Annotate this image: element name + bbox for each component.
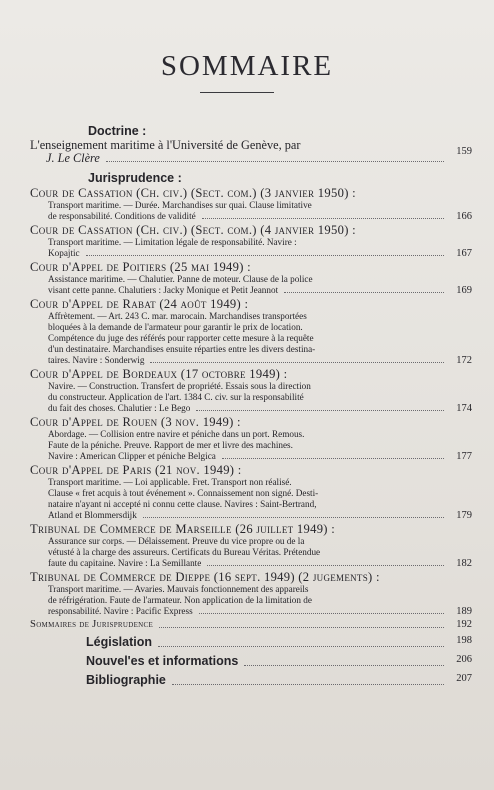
entry-summary-line: du constructeur. Application de l'art. 1384 C. civ. sur la responsabilité — [48, 392, 304, 402]
title-rule — [200, 92, 274, 93]
entry-summary-line: d'un destinataire. Marchandises ensuite réparties entre les divers destina- — [48, 344, 316, 354]
entry-page-number: 169 — [456, 285, 472, 296]
toc-entry — [30, 570, 472, 617]
toc-entry — [30, 186, 472, 222]
section-nouvelles: Nouvel'es et informations — [86, 654, 239, 668]
entry-summary-line: Navire. — Construction. Transfert de propriété. Essais sous la direction — [48, 381, 311, 391]
entry-summary-line: Transport maritime. — Loi applicable. Fret. Transport non réalisé. — [48, 477, 292, 487]
section-legislation: Législation — [86, 635, 152, 649]
entry-page-number: 172 — [456, 355, 472, 366]
entry-page-number: 174 — [456, 403, 472, 414]
doctrine-author: J. Le Clère — [46, 151, 100, 165]
entry-summary-line: nataire n'ayant ni accepté ni connu cette clause. Navires : Saint-Bertrand, — [48, 499, 317, 509]
entry-summary-line — [48, 403, 450, 414]
entry-summary-line: Assurance sur corps. — Délaissement. Preuve du vice propre ou de la — [48, 536, 305, 546]
jurisprudence-list — [30, 186, 472, 617]
toc-entry — [30, 223, 472, 259]
entry-summary-line — [48, 211, 450, 222]
court-heading: Cour d'Appel de Poitiers (25 mai 1949) : — [30, 260, 251, 274]
entry-summary-line — [48, 248, 450, 259]
bibliographie-entry — [30, 671, 472, 688]
entry-summary-line — [48, 510, 450, 521]
entry-summary-line: Affrètement. — Art. 243 C. mar. marocain. Marchandises transportées — [48, 311, 307, 321]
entry-summary-line — [48, 558, 450, 569]
court-heading: Tribunal de Commerce de Marseille (26 juillet 1949) : — [30, 522, 336, 536]
toc-entry — [30, 522, 472, 569]
section-doctrine: Doctrine : — [88, 124, 147, 138]
entry-summary-text: Kopajtic — [48, 248, 80, 258]
sommaires-label: Sommaires de Jurisprudence — [30, 619, 154, 630]
section-bibliographie: Bibliographie — [86, 673, 166, 687]
entry-summary-line — [48, 606, 450, 617]
legislation-page: 198 — [456, 635, 472, 646]
entry-summary-text: Atland et Blommersdijk — [48, 510, 137, 520]
entry-page-number: 167 — [456, 248, 472, 259]
entry-summary-line — [48, 355, 450, 366]
toc-entry — [30, 463, 472, 521]
entry-summary-text: taires. Navire : Sonderwig — [48, 355, 145, 365]
page-title: SOMMAIRE — [160, 50, 334, 82]
entry-summary-line: bloquées à la demande de l'armateur pour garantir le prix de location. — [48, 322, 303, 332]
entry-summary-line: Assistance maritime. — Chalutier. Panne de moteur. Clause de la police — [48, 274, 313, 284]
court-heading: Cour de Cassation (Ch. civ.) (Sect. com.) (3 janvier 1950) : — [30, 186, 356, 200]
entry-summary-text: Navire : American Clipper et péniche Belgica — [48, 451, 216, 461]
entry-summary-text: du fait des choses. Chalutier : Le Bego — [48, 403, 191, 413]
entry-page-number: 189 — [456, 606, 472, 617]
bibliographie-page: 207 — [456, 673, 472, 684]
court-heading: Cour d'Appel de Rouen (3 nov. 1949) : — [30, 415, 241, 429]
entry-summary-line: Compétence du juge des référés pour rapporter cette mesure à la requête — [48, 333, 314, 343]
entry-summary-line: Faute de la péniche. Preuve. Rapport de mer et livre des machines. — [48, 440, 293, 450]
sommaires-page: 192 — [456, 619, 472, 630]
entry-page-number: 177 — [456, 451, 472, 462]
entry-summary-line: de réfrigération. Faute de l'armateur. Non application de la limitation de — [48, 595, 312, 605]
doctrine-entry — [30, 138, 472, 165]
entry-summary-line: Abordage. — Collision entre navire et péniche dans un port. Remous. — [48, 429, 305, 439]
entry-summary-line: Transport maritime. — Limitation légale de responsabilité. Navire : — [48, 237, 297, 247]
entry-summary-line: Transport maritime. — Durée. Marchandises sur quai. Clause limitative — [48, 200, 312, 210]
court-heading: Cour d'Appel de Bordeaux (17 octobre 1949) : — [30, 367, 288, 381]
toc-entry — [30, 367, 472, 414]
entry-summary-text: visant cette panne. Chalutiers : Jacky Monique et Petit Jeannot — [48, 285, 279, 295]
entry-summary-line — [48, 451, 450, 462]
entry-page-number: 179 — [456, 510, 472, 521]
section-jurisprudence: Jurisprudence : — [88, 171, 182, 185]
entry-page-number: 182 — [456, 558, 472, 569]
table-of-contents — [30, 122, 472, 688]
court-heading: Cour de Cassation (Ch. civ.) (Sect. com.) (4 janvier 1950) : — [30, 223, 356, 237]
toc-entry — [30, 260, 472, 296]
entry-summary-line: vétusté à la charge des assureurs. Certificats du Bureau Véritas. Prétendue — [48, 547, 321, 557]
entry-summary-line: Transport maritime. — Avaries. Mauvais fonctionnement des appareils — [48, 584, 309, 594]
entry-summary-line: Clause « fret acquis à tout événement ». Connaissement non signé. Desti- — [48, 488, 319, 498]
entry-summary-text: responsabilité. Navire : Pacific Express — [48, 606, 193, 616]
toc-entry — [30, 297, 472, 366]
entry-page-number: 166 — [456, 211, 472, 222]
court-heading: Tribunal de Commerce de Dieppe (16 sept. 1949) (2 jugements) : — [30, 570, 380, 584]
entry-summary-text: faute du capitaine. Navire : La Semillante — [48, 558, 202, 568]
doctrine-line-1: L'enseignement maritime à l'Université de Genève, par — [30, 138, 301, 152]
legislation-entry — [30, 633, 472, 650]
nouvelles-entry — [30, 652, 472, 669]
entry-summary-line — [48, 285, 450, 296]
entry-summary-text: de responsabilité. Conditions de validité — [48, 211, 196, 221]
doctrine-page: 159 — [456, 146, 472, 157]
sommaires-entry — [30, 618, 472, 631]
toc-entry — [30, 415, 472, 462]
nouvelles-page: 206 — [456, 654, 472, 665]
court-heading: Cour d'Appel de Rabat (24 août 1949) : — [30, 297, 249, 311]
court-heading: Cour d'Appel de Paris (21 nov. 1949) : — [30, 463, 242, 477]
